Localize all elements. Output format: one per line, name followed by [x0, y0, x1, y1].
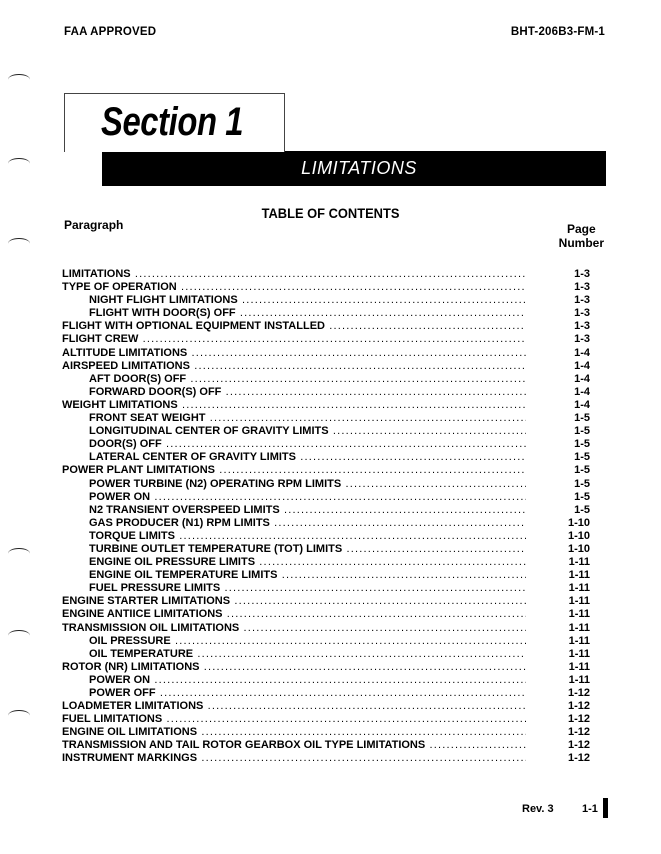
toc-entry-label: LOADMETER LIMITATIONS .....	[62, 700, 526, 713]
toc-entry-page: 1-3	[574, 307, 590, 320]
toc-entry[interactable]	[62, 661, 592, 674]
toc-entry-label: TRANSMISSION AND TAIL ROTOR GEARBOX OIL TYPE LIMITATIONS .....	[62, 739, 526, 752]
toc-entry-label: GAS PRODUCER (N1) RPM LIMITS .....	[89, 517, 526, 530]
toc-entry-page: 1-10	[567, 542, 590, 555]
toc-entry[interactable]	[62, 347, 592, 360]
toc-entry-label: ENGINE ANTIICE LIMITATIONS .....	[62, 608, 526, 621]
toc-entry-page: 1-12	[567, 726, 590, 739]
toc-entry-label: FORWARD DOOR(S) OFF .....	[89, 386, 526, 399]
toc-entry-label: FLIGHT CREW .....	[62, 333, 526, 346]
toc-entry-label: FRONT SEAT WEIGHT .....	[89, 412, 526, 425]
toc-entry-label: POWER OFF .....	[89, 687, 526, 700]
toc-entry-label: DOOR(S) OFF .....	[89, 438, 526, 451]
toc-entry-page: 1-4	[574, 359, 590, 372]
toc-entry-page: 1-11	[568, 660, 590, 673]
toc-entry-label: OIL TEMPERATURE .....	[89, 648, 526, 661]
toc-entry-label: ALTITUDE LIMITATIONS .....	[62, 347, 526, 360]
toc-entry[interactable]	[62, 713, 592, 726]
toc-entry-page: 1-11	[568, 556, 590, 569]
change-bar	[603, 798, 608, 818]
toc-entry[interactable]	[62, 504, 592, 517]
toc-entry-page: 1-11	[568, 634, 590, 647]
punch-hole-mark-icon	[8, 74, 30, 85]
punch-hole-mark-icon	[8, 548, 30, 559]
toc-entry-page: 1-3	[574, 281, 590, 294]
toc-entry[interactable]	[62, 307, 592, 320]
toc-entry-page: 1-5	[574, 464, 590, 477]
toc-entry-page: 1-12	[567, 700, 590, 713]
toc-entry[interactable]	[62, 425, 592, 438]
toc-entry-label: OIL PRESSURE .....	[89, 635, 526, 648]
toc-entry[interactable]	[62, 517, 592, 530]
toc-entry-label: AIRSPEED LIMITATIONS .....	[62, 360, 526, 373]
toc-entry[interactable]	[62, 360, 592, 373]
toc-entry-page: 1-3	[574, 320, 590, 333]
section-box	[64, 93, 285, 152]
toc-entry-label: TYPE OF OPERATION .....	[62, 281, 526, 294]
toc-entry-label: POWER ON .....	[89, 674, 526, 687]
toc-entry[interactable]	[62, 700, 592, 713]
toc-entry[interactable]	[62, 648, 592, 661]
column-header-page-number: Page Number	[558, 222, 604, 250]
toc-entry-page: 1-5	[574, 451, 590, 464]
toc-title: TABLE OF CONTENTS	[261, 205, 400, 221]
header-right: BHT-206B3-FM-1	[510, 26, 605, 38]
toc-entry-label: TURBINE OUTLET TEMPERATURE (TOT) LIMITS .....	[89, 543, 526, 556]
toc-entry-page: 1-3	[574, 294, 590, 307]
section-title: Section 1	[101, 100, 244, 144]
toc-entry-label: ENGINE OIL LIMITATIONS .....	[62, 726, 526, 739]
toc-entry[interactable]	[62, 412, 592, 425]
toc-entry-label: ENGINE OIL PRESSURE LIMITS .....	[89, 556, 526, 569]
toc-entry-page: 1-4	[574, 398, 590, 411]
toc-list	[62, 268, 592, 766]
toc-entry[interactable]	[62, 622, 592, 635]
toc-entry-label: FLIGHT WITH OPTIONAL EQUIPMENT INSTALLED .....	[62, 320, 526, 333]
toc-entry-page: 1-11	[568, 582, 590, 595]
punch-hole-mark-icon	[8, 630, 30, 641]
toc-entry-page: 1-12	[567, 739, 590, 752]
toc-entry-label: FLIGHT WITH DOOR(S) OFF .....	[89, 307, 526, 320]
toc-entry-page: 1-11	[568, 621, 590, 634]
toc-entry-label: FUEL PRESSURE LIMITS .....	[89, 582, 526, 595]
toc-entry-page: 1-4	[574, 372, 590, 385]
punch-hole-mark-icon	[8, 158, 30, 169]
toc-entry[interactable]	[62, 294, 592, 307]
toc-entry-page: 1-4	[574, 385, 590, 398]
toc-entry-label: INSTRUMENT MARKINGS .....	[62, 752, 526, 765]
toc-entry[interactable]	[62, 608, 592, 621]
toc-entry-page: 1-11	[568, 673, 590, 686]
punch-hole-mark-icon	[8, 238, 30, 249]
toc-entry-page: 1-11	[568, 608, 590, 621]
toc-entry-page: 1-11	[568, 569, 590, 582]
toc-entry[interactable]	[62, 399, 592, 412]
toc-entry-label: POWER PLANT LIMITATIONS .....	[62, 464, 526, 477]
toc-entry[interactable]	[62, 569, 592, 582]
toc-entry[interactable]	[62, 582, 592, 595]
toc-entry-page: 1-5	[574, 503, 590, 516]
toc-entry-page: 1-11	[568, 647, 590, 660]
toc-entry-label: TRANSMISSION OIL LIMITATIONS .....	[62, 622, 526, 635]
toc-entry-label: LONGITUDINAL CENTER OF GRAVITY LIMITS .....	[89, 425, 526, 438]
toc-entry[interactable]	[62, 333, 592, 346]
toc-entry[interactable]	[62, 595, 592, 608]
toc-entry[interactable]	[62, 726, 592, 739]
toc-entry-label: N2 TRANSIENT OVERSPEED LIMITS .....	[89, 504, 526, 517]
toc-entry-page: 1-12	[567, 713, 590, 726]
toc-entry[interactable]	[62, 739, 592, 752]
toc-entry[interactable]	[62, 543, 592, 556]
toc-entry[interactable]	[62, 320, 592, 333]
toc-entry-label: ENGINE OIL TEMPERATURE LIMITS .....	[89, 569, 526, 582]
toc-entry[interactable]	[62, 491, 592, 504]
toc-entry[interactable]	[62, 268, 592, 281]
toc-entry[interactable]	[62, 752, 592, 765]
section-subtitle: LIMITATIONS	[301, 158, 417, 178]
header-left: FAA APPROVED	[64, 26, 157, 38]
toc-entry-page: 1-10	[567, 516, 590, 529]
toc-entry[interactable]	[62, 451, 592, 464]
toc-entry-page: 1-10	[567, 529, 590, 542]
toc-entry-page: 1-11	[568, 595, 590, 608]
toc-entry[interactable]	[62, 464, 592, 477]
toc-entry[interactable]	[62, 674, 592, 687]
toc-entry[interactable]	[62, 373, 592, 386]
toc-entry-page: 1-4	[574, 346, 590, 359]
toc-entry-label: AFT DOOR(S) OFF .....	[89, 373, 526, 386]
toc-entry-page: 1-5	[574, 412, 590, 425]
limitations-banner	[102, 151, 606, 186]
toc-entry-page: 1-12	[567, 687, 590, 699]
toc-entry-page: 1-12	[567, 752, 590, 765]
toc-entry[interactable]	[62, 386, 592, 399]
footer-page-number: 1-1	[582, 803, 598, 815]
toc-entry[interactable]	[62, 478, 592, 491]
column-header-paragraph: Paragraph	[64, 218, 124, 232]
toc-entry-label: LATERAL CENTER OF GRAVITY LIMITS .....	[89, 451, 526, 464]
toc-entry[interactable]	[62, 530, 592, 543]
toc-entry-page: 1-3	[574, 333, 590, 346]
toc-entry[interactable]	[62, 438, 592, 451]
toc-entry-page: 1-5	[574, 477, 590, 490]
toc-entry-label: WEIGHT LIMITATIONS .....	[62, 399, 526, 412]
toc-entry-label: ENGINE STARTER LIMITATIONS .....	[62, 595, 526, 608]
punch-hole-mark-icon	[8, 710, 30, 721]
toc-entry-label: ROTOR (NR) LIMITATIONS .....	[62, 661, 526, 674]
toc-entry-page: 1-5	[574, 490, 590, 503]
toc-entry-page: 1-3	[574, 268, 590, 280]
footer-revision: Rev. 3	[522, 803, 554, 815]
toc-entry-label: FUEL LIMITATIONS .....	[62, 713, 526, 726]
toc-entry-label: TORQUE LIMITS .....	[89, 530, 526, 543]
toc-entry-label: POWER ON .....	[89, 491, 526, 504]
toc-entry-label: LIMITATIONS .....	[62, 268, 526, 281]
toc-entry[interactable]	[62, 635, 592, 648]
toc-entry-page: 1-5	[574, 438, 590, 451]
toc-entry-page: 1-5	[574, 425, 590, 438]
toc-entry[interactable]	[62, 556, 592, 569]
toc-entry-label: NIGHT FLIGHT LIMITATIONS .....	[89, 294, 526, 307]
toc-entry[interactable]	[62, 687, 592, 700]
toc-entry[interactable]	[62, 281, 592, 294]
toc-entry-label: POWER TURBINE (N2) OPERATING RPM LIMITS .....	[89, 478, 526, 491]
